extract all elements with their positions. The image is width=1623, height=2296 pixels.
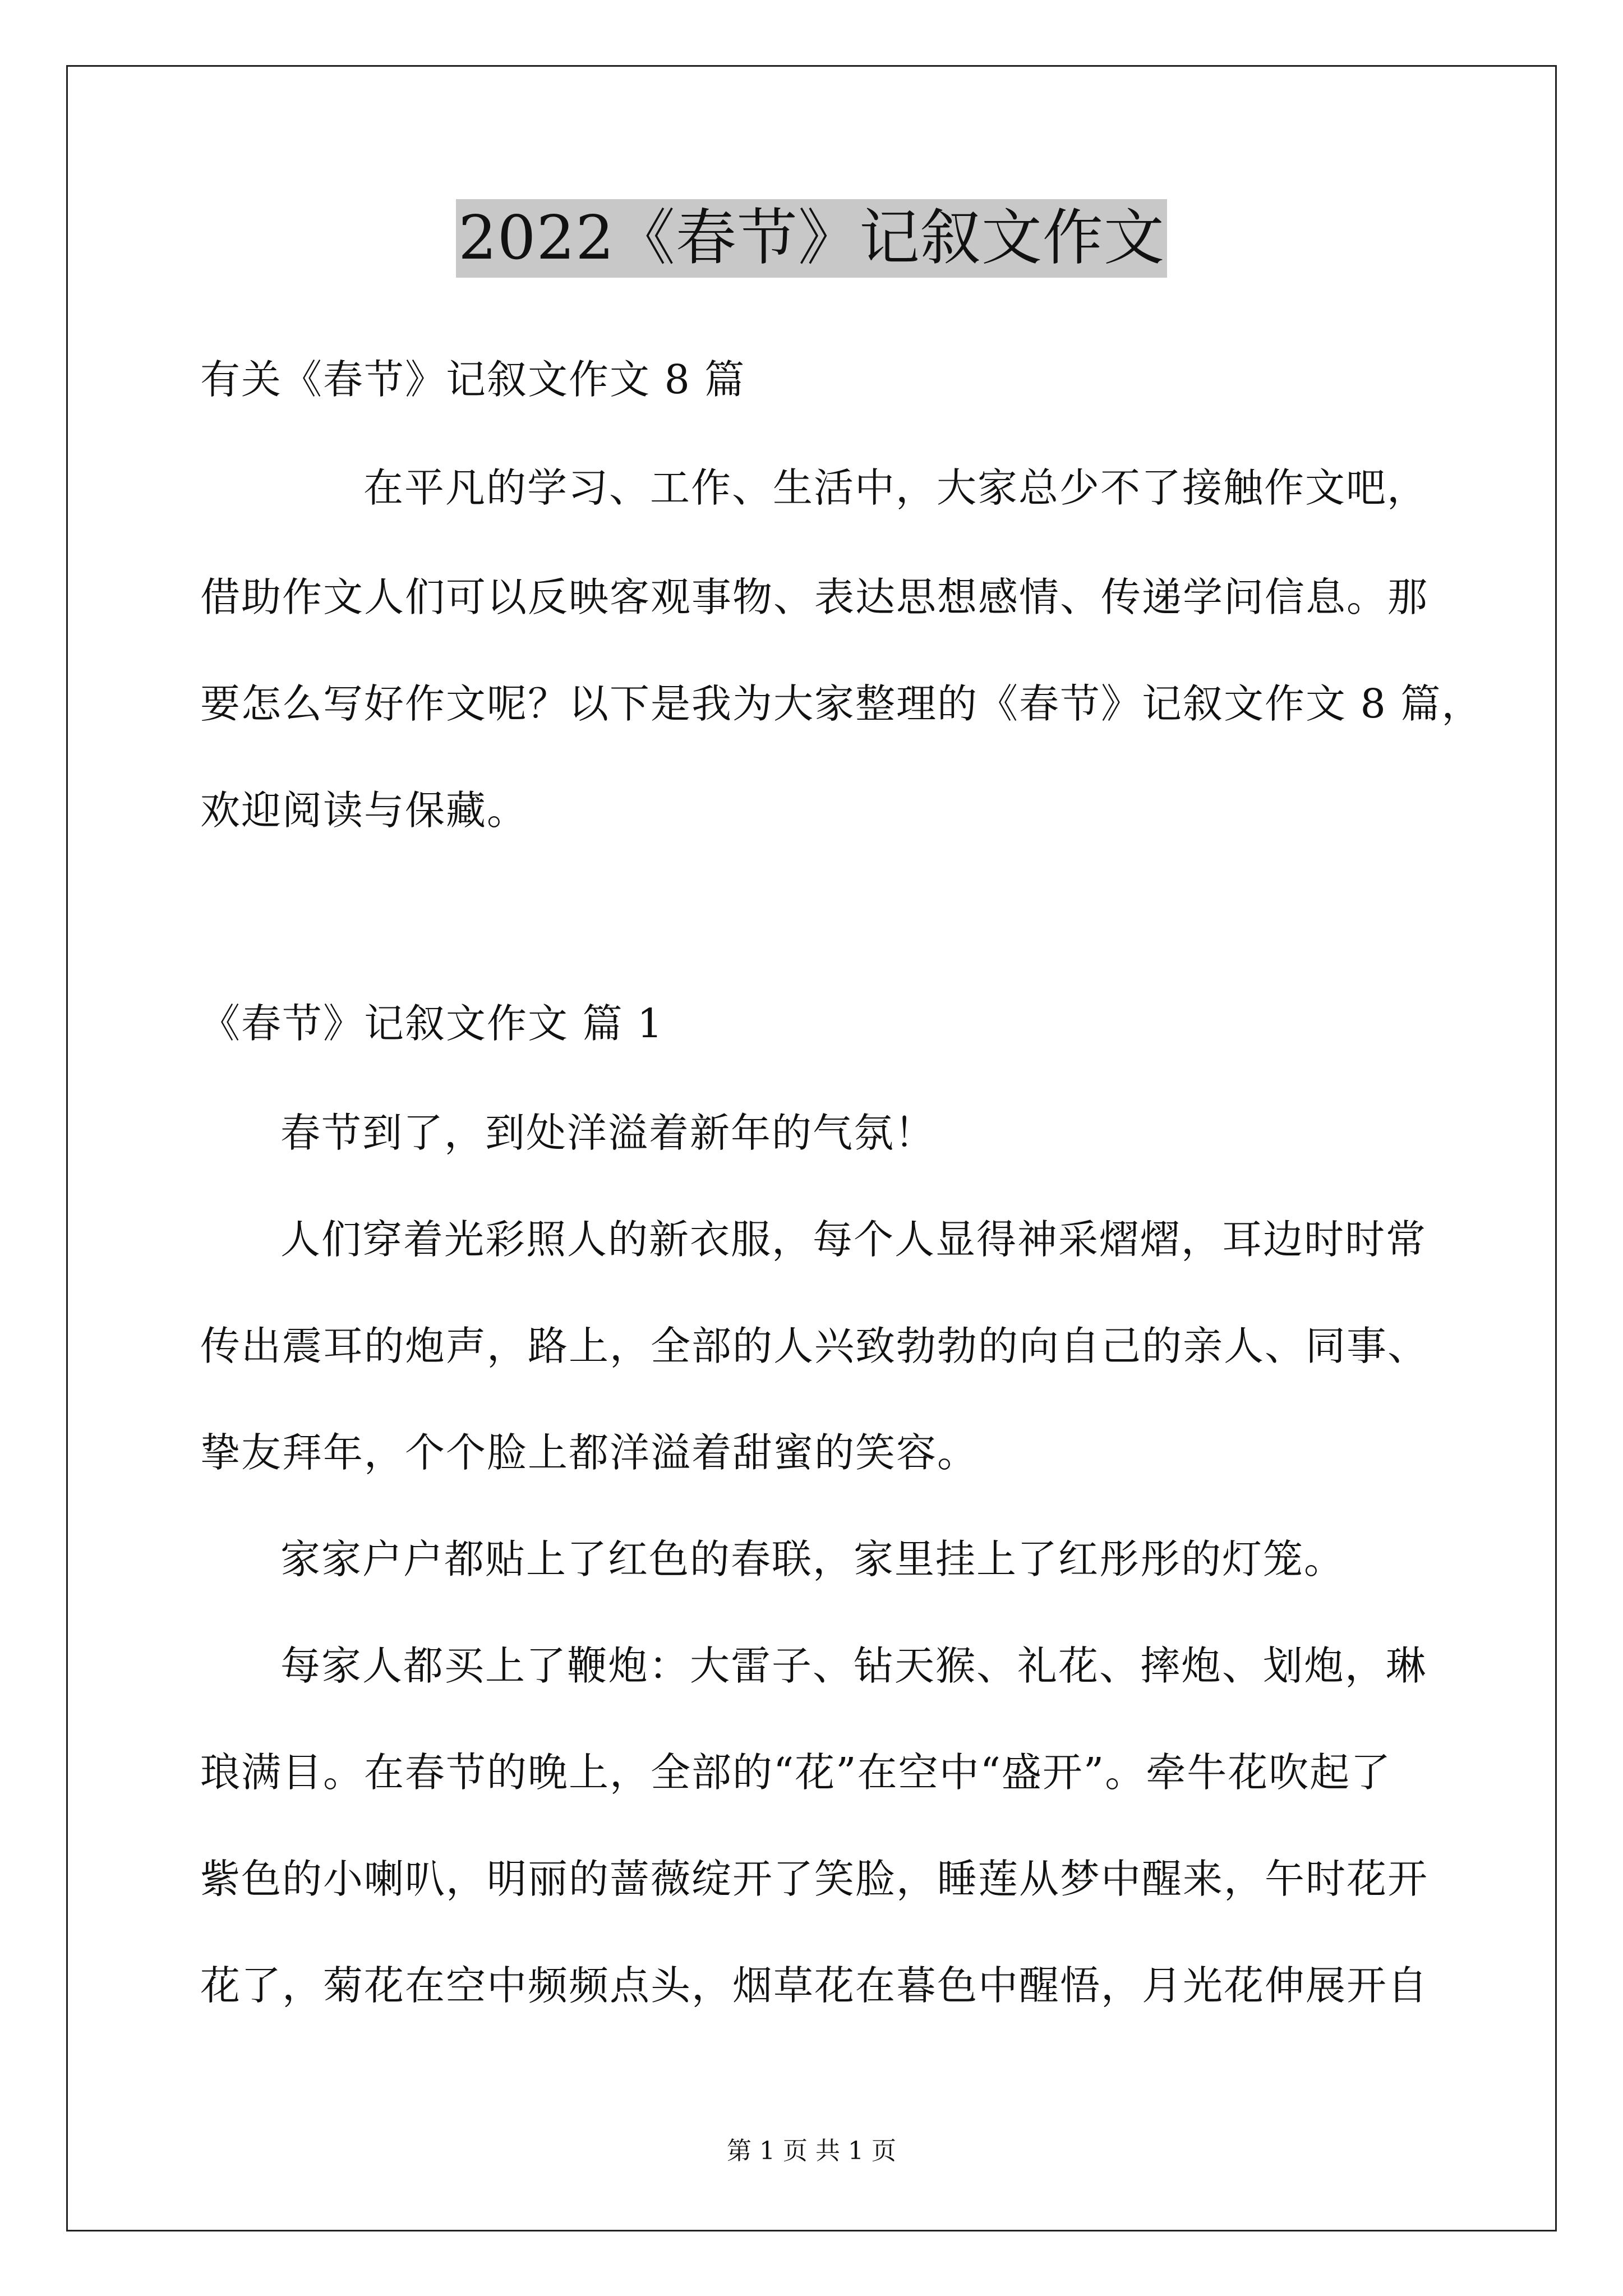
- body-line: 人们穿着光彩照人的新衣服，每个人显得神采熠熠，耳边时时常: [280, 1216, 1427, 1263]
- section-heading: 《春节》记叙文作文 篇 1: [200, 1000, 664, 1047]
- intro-line: 欢迎阅读与保藏。: [200, 787, 528, 834]
- subtitle: 有关《春节》记叙文作文 8 篇: [200, 356, 746, 403]
- body-line: 琅满目。在春节的晚上，全部的“花”在空中“盛开”。牵牛花吹起了: [200, 1749, 1392, 1796]
- document-title: 2022《春节》记叙文作文: [456, 199, 1167, 278]
- intro-line: 要怎么写好作文呢？以下是我为大家整理的《春节》记叙文作文 8 篇，: [200, 680, 1483, 727]
- body-line: 挚友拜年，个个脸上都洋溢着甜蜜的笑容。: [200, 1429, 979, 1476]
- body-line: 花了，菊花在空中频频点头，烟草花在暮色中醒悟，月光花伸展开自: [200, 1962, 1429, 2009]
- title-container: [0, 199, 1623, 278]
- intro-line: 借助作文人们可以反映客观事物、表达思想感情、传递学问信息。那: [200, 574, 1429, 620]
- intro-line: 在平凡的学习、工作、生活中，大家总少不了接触作文吧，: [363, 464, 1428, 511]
- body-line: 春节到了，到处洋溢着新年的气氛！: [280, 1110, 936, 1156]
- body-line: 传出震耳的炮声，路上，全部的人兴致勃勃的向自己的亲人、同事、: [200, 1323, 1429, 1369]
- page-footer: 第 1 页 共 1 页: [727, 2137, 896, 2165]
- body-line: 每家人都买上了鞭炮：大雷子、钻天猴、礼花、摔炮、划炮，琳: [280, 1642, 1427, 1689]
- body-line: 紫色的小喇叭，明丽的蔷薇绽开了笑脸，睡莲从梦中醒来，午时花开: [200, 1856, 1429, 1902]
- body-line: 家家户户都贴上了红色的春联，家里挂上了红彤彤的灯笼。: [280, 1536, 1345, 1582]
